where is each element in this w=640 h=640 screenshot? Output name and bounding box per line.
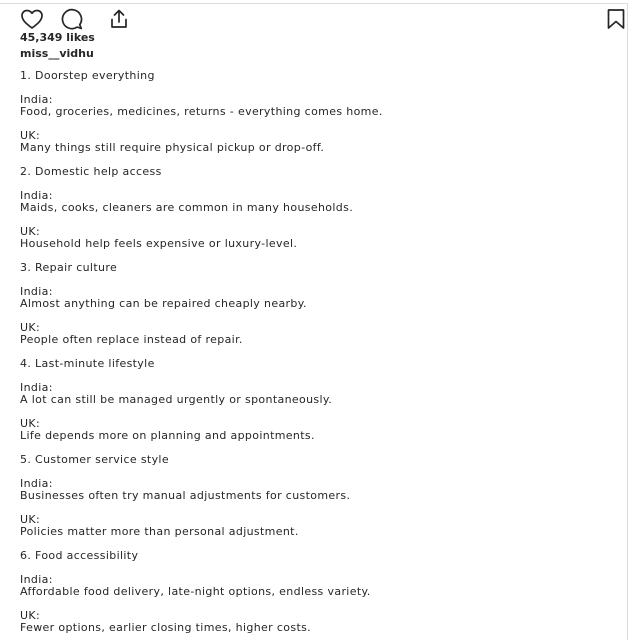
comparison-section	[20, 166, 610, 250]
comparison-section	[20, 358, 610, 442]
uk-label: UK:	[20, 225, 41, 238]
india-block	[20, 574, 610, 598]
share-icon[interactable]	[107, 8, 131, 30]
comparison-section	[20, 70, 610, 154]
uk-block	[20, 226, 610, 250]
comparison-section	[20, 454, 610, 538]
uk-text: Policies matter more than personal adjustment.	[20, 525, 299, 538]
uk-label: UK:	[20, 609, 41, 622]
india-block	[20, 478, 610, 502]
india-block	[20, 286, 610, 310]
uk-block	[20, 322, 610, 346]
section-title: 4. Last-minute lifestyle	[20, 357, 155, 370]
india-text: Businesses often try manual adjustments for customers.	[20, 489, 351, 502]
india-text: Food, groceries, medicines, returns - everything comes home.	[20, 105, 383, 118]
likes-count[interactable]: 45,349 likes	[20, 31, 95, 44]
section-title: 2. Domestic help access	[20, 165, 162, 178]
uk-text: Life depends more on planning and appointments.	[20, 429, 315, 442]
uk-text: Many things still require physical pickup or drop-off.	[20, 141, 325, 154]
right-divider	[627, 3, 628, 640]
uk-label: UK:	[20, 321, 41, 334]
uk-label: UK:	[20, 417, 41, 430]
comparison-section	[20, 262, 610, 346]
comment-icon[interactable]	[60, 8, 84, 30]
section-title: 5. Customer service style	[20, 453, 169, 466]
uk-text: People often replace instead of repair.	[20, 333, 243, 346]
india-text: Maids, cooks, cleaners are common in many households.	[20, 201, 354, 214]
section-title: 6. Food accessibility	[20, 549, 139, 562]
uk-text: Household help feels expensive or luxury-level.	[20, 237, 298, 250]
india-text: Affordable food delivery, late-night options, endless variety.	[20, 585, 371, 598]
uk-text: Fewer options, earlier closing times, higher costs.	[20, 621, 312, 634]
india-label: India:	[20, 189, 53, 202]
uk-label: UK:	[20, 129, 41, 142]
uk-label: UK:	[20, 513, 41, 526]
india-label: India:	[20, 477, 53, 490]
section-title: 1. Doorstep everything	[20, 69, 155, 82]
india-label: India:	[20, 381, 53, 394]
india-label: India:	[20, 93, 53, 106]
heart-icon[interactable]	[20, 8, 44, 30]
uk-block	[20, 130, 610, 154]
post-caption	[20, 70, 610, 640]
bookmark-icon[interactable]	[605, 8, 627, 30]
india-label: India:	[20, 573, 53, 586]
post-actions-bar	[20, 8, 620, 30]
uk-block	[20, 418, 610, 442]
india-block	[20, 382, 610, 406]
uk-block	[20, 610, 610, 634]
post-username[interactable]: miss__vidhu	[20, 47, 94, 60]
india-block	[20, 190, 610, 214]
top-divider	[0, 3, 628, 4]
uk-block	[20, 514, 610, 538]
india-text: Almost anything can be repaired cheaply nearby.	[20, 297, 307, 310]
section-title: 3. Repair culture	[20, 261, 118, 274]
comparison-section	[20, 550, 610, 634]
india-block	[20, 94, 610, 118]
india-text: A lot can still be managed urgently or spontaneously.	[20, 393, 333, 406]
india-label: India:	[20, 285, 53, 298]
